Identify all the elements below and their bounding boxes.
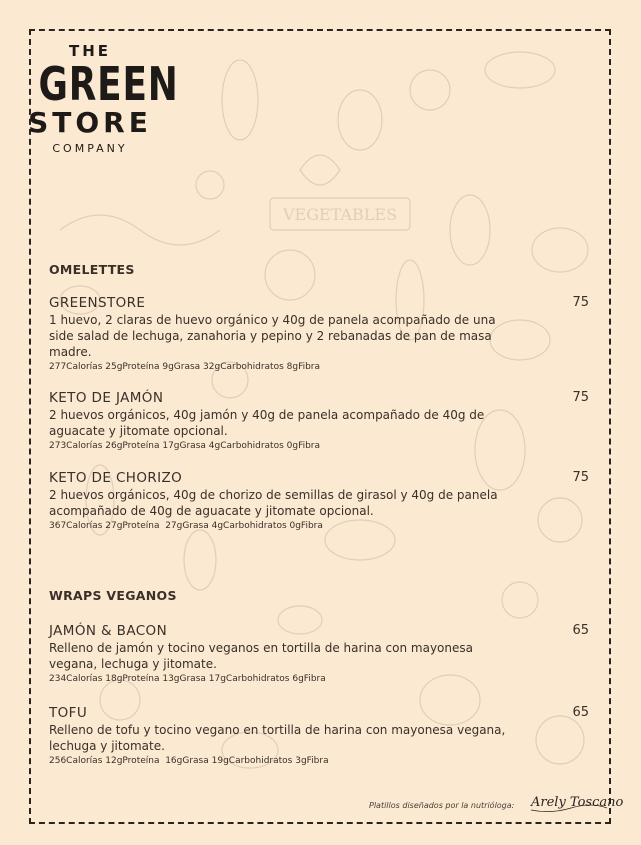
svg-text:Arely Toscano: Arely Toscano xyxy=(531,795,624,810)
store-logo xyxy=(24,42,179,155)
logo-company: COMPANY xyxy=(52,142,128,155)
item-name: KETO DE CHORIZO xyxy=(49,470,183,486)
item-name: KETO DE JAMÓN xyxy=(49,390,164,406)
nutritionist-credit: Platillos diseñados por la nutrióloga: xyxy=(369,801,515,810)
menu-item-keto-chorizo xyxy=(49,470,589,533)
item-name: GREENSTORE xyxy=(49,295,146,311)
item-price: 75 xyxy=(572,390,589,405)
menu-item-jamon-bacon xyxy=(49,623,589,686)
item-macros: 234Calorías 18gProteína 13gGrasa 17gCarbohidratos 6gFibra xyxy=(49,674,326,684)
item-description: 2 huevos orgánicos, 40g jamón y 40g de panela acompañado de 40g de aguacate y jitomate opcional. xyxy=(49,408,485,438)
item-price: 75 xyxy=(572,470,589,485)
item-macros: 273Calorías 26gProteína 17gGrasa 4gCarbohidratos 0gFibra xyxy=(49,441,321,451)
item-name: TOFU xyxy=(49,705,88,721)
logo-store: STORE xyxy=(28,106,152,139)
item-price: 65 xyxy=(572,623,589,638)
item-price: 75 xyxy=(572,295,589,310)
item-price: 65 xyxy=(572,705,589,720)
menu-item-tofu xyxy=(49,705,589,768)
item-name: JAMÓN & BACON xyxy=(49,623,168,639)
item-macros: 277Calorías 25gProteína 9gGrasa 32gCarbohidratos 8gFibra xyxy=(49,362,321,372)
item-description: Relleno de tofu y tocino vegano en tortilla de harina con mayonesa vegana, lechuga y jitomate. xyxy=(49,723,506,753)
menu-item-keto-jamon xyxy=(49,390,589,453)
item-description: 2 huevos orgánicos, 40g de chorizo de semillas de girasol y 40g de panela acompañado de 40g de aguacate y jitomate opcional. xyxy=(49,488,498,518)
logo-the: THE xyxy=(68,42,112,60)
svg-text:VEGETABLES: VEGETABLES xyxy=(282,205,398,224)
section-title-wraps-veganos: WRAPS VEGANOS xyxy=(49,588,177,603)
section-title-omelettes: OMELETTES xyxy=(49,262,135,277)
logo-green: GREEN xyxy=(38,57,179,111)
item-macros: 367Calorías 27gProteína 27gGrasa 4gCarbohidratos 0gFibra xyxy=(49,521,323,531)
menu-item-greenstore xyxy=(49,295,589,374)
item-description: Relleno de jamón y tocino veganos en tortilla de harina con mayonesa vegana, lechuga y jitomate. xyxy=(49,641,473,671)
item-description: 1 huevo, 2 claras de huevo orgánico y 40g de panela acompañado de una side salad de lechuga, zanahoria y pepino y 2 rebanadas de pan de masa madre. xyxy=(49,313,496,359)
item-macros: 256Calorías 12gProteína 16gGrasa 19gCarbohidratos 3gFibra xyxy=(49,756,329,766)
signature-image xyxy=(527,786,624,818)
